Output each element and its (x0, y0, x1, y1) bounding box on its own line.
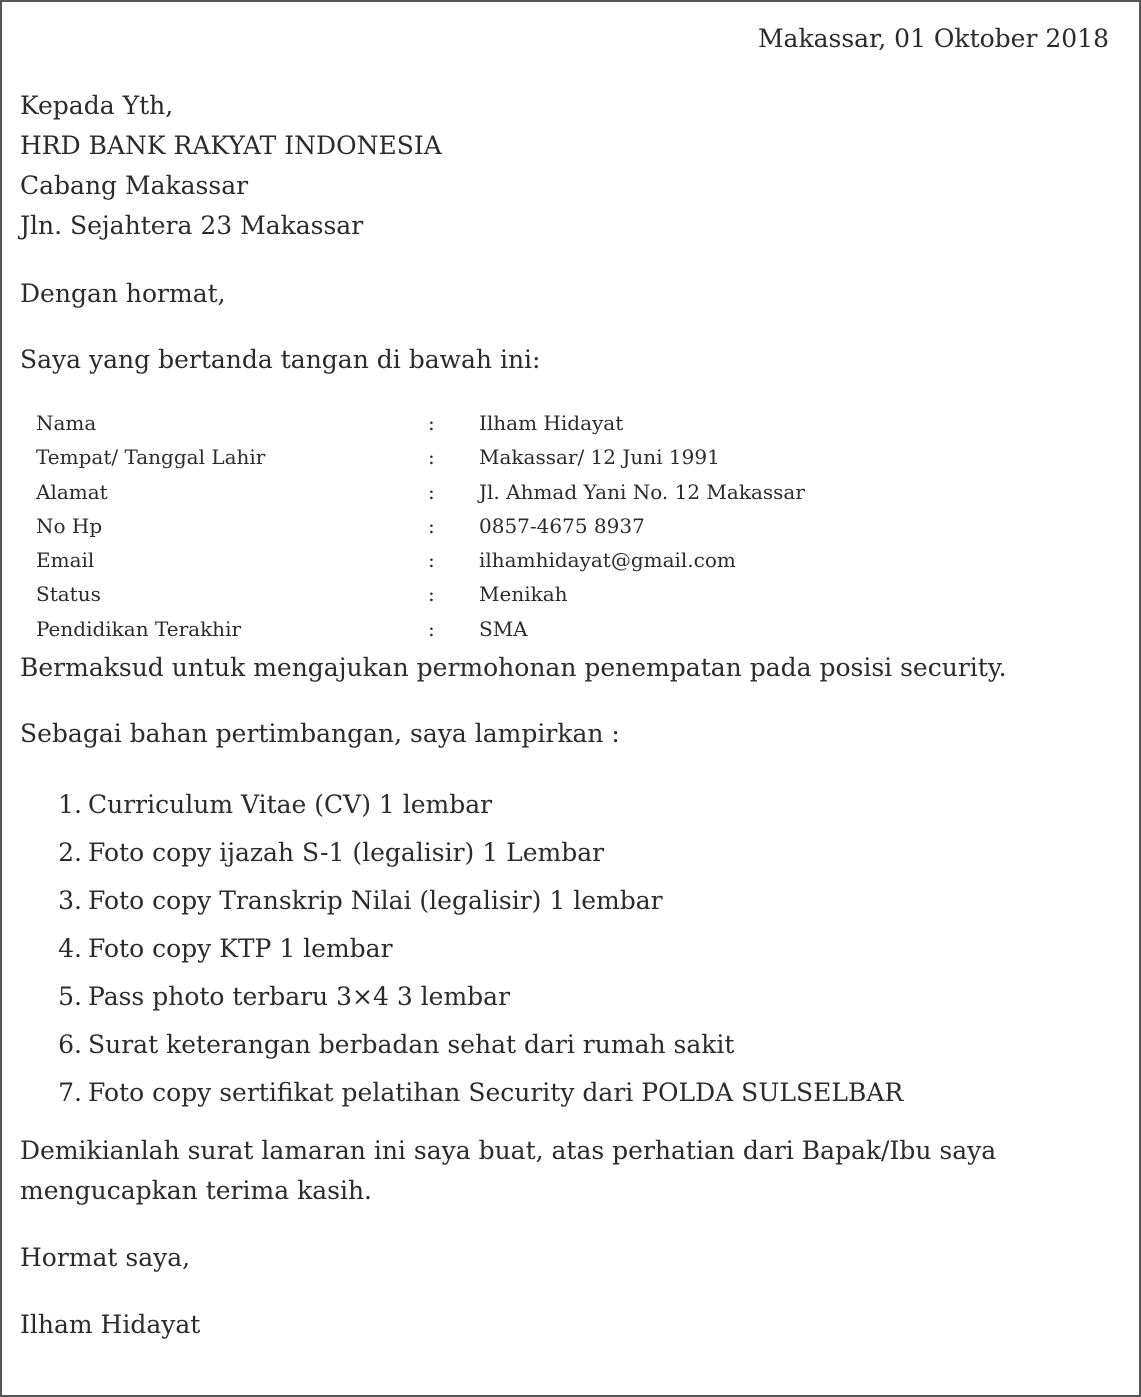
detail-label: Pendidikan Terakhir (36, 616, 242, 641)
attachments-list (42, 790, 1042, 1126)
detail-separator: : (428, 445, 435, 470)
recipient-line: Kepada Yth, (20, 91, 174, 120)
list-item-number: 6. (58, 1030, 82, 1059)
recipient-block (20, 91, 442, 251)
list-item-number: 1. (58, 790, 82, 819)
intro-text: Saya yang bertanda tangan di bawah ini: (20, 345, 541, 374)
detail-value: SMA (479, 616, 528, 641)
purpose-text: Bermaksud untuk mengajukan permohonan penempatan pada posisi security. (20, 653, 1007, 682)
list-item-text: Foto copy KTP 1 lembar (88, 934, 393, 963)
detail-label: No Hp (36, 513, 103, 538)
list-item-text: Foto copy ijazah S-1 (legalisir) 1 Lembar (88, 838, 605, 867)
list-item-text: Foto copy Transkrip Nilai (legalisir) 1 lembar (88, 886, 663, 915)
detail-row (36, 547, 936, 581)
detail-separator: : (428, 548, 435, 573)
closing-paragraph (20, 1136, 996, 1216)
signature-name: Ilham Hidayat (20, 1310, 201, 1339)
detail-row (36, 444, 936, 478)
closing-line: mengucapkan terima kasih. (20, 1176, 372, 1205)
detail-separator: : (428, 582, 435, 607)
detail-value: Menikah (479, 582, 568, 607)
detail-label: Email (36, 548, 95, 573)
detail-value: Jl. Ahmad Yani No. 12 Makassar (479, 479, 805, 504)
list-item (42, 790, 1042, 838)
regards: Hormat saya, (20, 1243, 191, 1272)
closing-line: Demikianlah surat lamaran ini saya buat, atas perhatian dari Bapak/Ibu saya (20, 1136, 997, 1165)
detail-row (36, 616, 936, 650)
recipient-line: HRD BANK RAKYAT INDONESIA (20, 131, 442, 160)
list-item-number: 7. (58, 1078, 82, 1107)
list-item-number: 5. (58, 982, 82, 1011)
detail-row (36, 479, 936, 513)
detail-separator: : (428, 479, 435, 504)
list-item-number: 4. (58, 934, 82, 963)
list-item (42, 838, 1042, 886)
list-item (42, 1078, 1042, 1126)
detail-separator: : (428, 411, 435, 435)
detail-label: Status (36, 582, 101, 607)
detail-value: Makassar/ 12 Juni 1991 (479, 445, 720, 470)
list-item-text: Surat keterangan berbadan sehat dari rumah sakit (88, 1030, 735, 1059)
detail-separator: : (428, 616, 435, 641)
list-item-number: 2. (58, 838, 82, 867)
personal-details (36, 410, 936, 650)
detail-value: 0857-4675 8937 (479, 513, 645, 538)
detail-value: ilhamhidayat@gmail.com (479, 548, 736, 573)
detail-value: Ilham Hidayat (479, 411, 624, 435)
detail-row (36, 513, 936, 547)
detail-row (36, 581, 936, 615)
list-item (42, 934, 1042, 982)
recipient-line: Jln. Sejahtera 23 Makassar (20, 211, 364, 240)
list-item-text: Foto copy sertifikat pelatihan Security dari POLDA SULSELBAR (88, 1078, 904, 1107)
list-item-text: Pass photo terbaru 3×4 3 lembar (88, 982, 511, 1011)
list-item (42, 886, 1042, 934)
list-item-number: 3. (58, 886, 82, 915)
detail-separator: : (428, 513, 435, 538)
recipient-line: Cabang Makassar (20, 171, 249, 200)
list-item-text: Curriculum Vitae (CV) 1 lembar (88, 790, 493, 819)
list-item (42, 982, 1042, 1030)
detail-label: Nama (36, 411, 97, 435)
list-item (42, 1030, 1042, 1078)
detail-row (36, 410, 936, 444)
detail-label: Alamat (36, 479, 108, 504)
detail-label: Tempat/ Tanggal Lahir (36, 445, 266, 470)
attachments-intro: Sebagai bahan pertimbangan, saya lampirkan : (20, 719, 620, 748)
letter-date: Makassar, 01 Oktober 2018 (757, 24, 1109, 53)
greeting: Dengan hormat, (20, 279, 226, 308)
